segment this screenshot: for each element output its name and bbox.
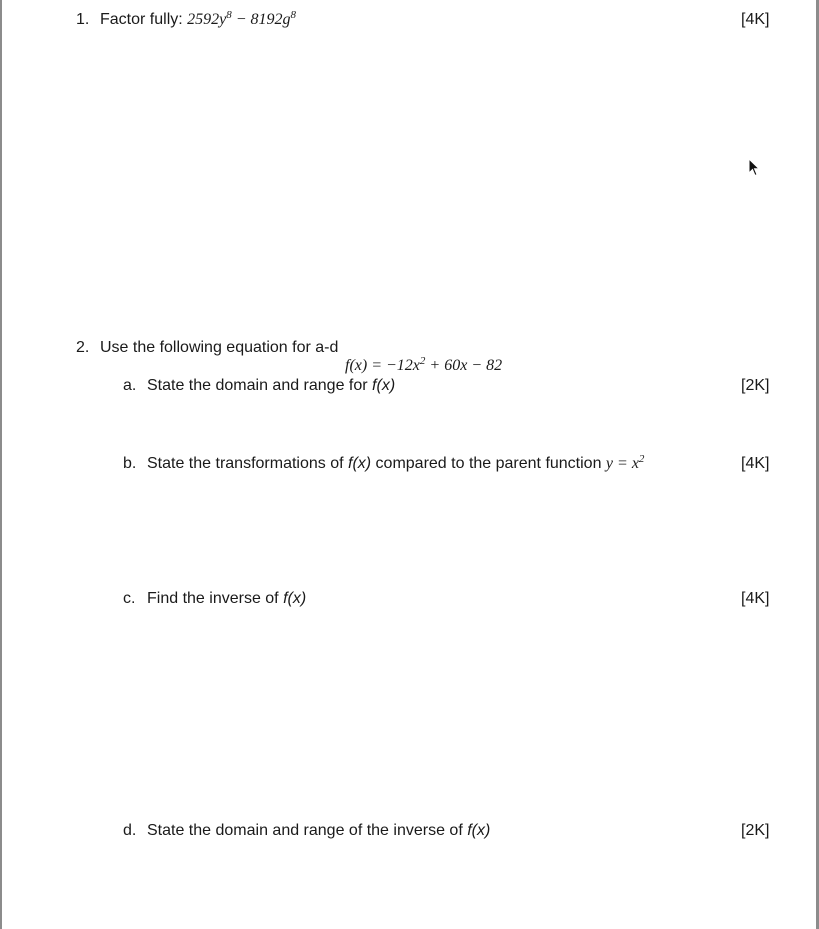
mouse-pointer-icon — [748, 158, 760, 177]
question-1-prompt: Factor fully: — [100, 11, 183, 28]
question-2c-function: f(x) — [283, 590, 307, 607]
question-2a — [123, 376, 395, 396]
question-2a-letter: a. — [123, 377, 137, 394]
question-1-expression: $2592y^8 - 8192g^8$ — [187, 9, 297, 28]
question-2b-text-before: State the transformations of — [147, 455, 348, 472]
question-2b — [123, 454, 644, 474]
question-2-number: 2. — [76, 339, 90, 356]
question-2d-letter: d. — [123, 822, 137, 839]
question-2a-marks: [2K] — [741, 377, 770, 394]
question-2b-text-after: compared to the parent function — [371, 455, 606, 472]
question-2a-text: State the domain and range for — [147, 377, 373, 394]
question-2a-function: f(x) — [372, 377, 396, 394]
question-2d-marks: [2K] — [741, 822, 770, 839]
question-2-intro: Use the following equation for a-d — [100, 339, 339, 356]
question-2c-letter: c. — [123, 590, 136, 607]
question-2d-function: f(x) — [467, 822, 491, 839]
question-2b-letter: b. — [123, 455, 137, 472]
question-1-number: 1. — [76, 11, 90, 28]
question-2-equation: $f(x) = -12x^2 + 60x - 82$ — [345, 355, 503, 374]
question-2c — [123, 589, 306, 609]
page-left-border — [0, 0, 2, 929]
question-2b-parent-function: $y = x^2$ — [605, 453, 645, 472]
question-2b-function: f(x) — [348, 455, 372, 472]
question-2 — [76, 338, 338, 358]
question-1-marks: [4K] — [741, 11, 770, 28]
question-2b-marks: [4K] — [741, 455, 770, 472]
question-2c-marks: [4K] — [741, 590, 770, 607]
question-2d-text: State the domain and range of the inverse of — [147, 822, 468, 839]
question-1 — [76, 10, 296, 30]
question-2d — [123, 821, 490, 841]
question-2c-text: Find the inverse of — [147, 590, 284, 607]
